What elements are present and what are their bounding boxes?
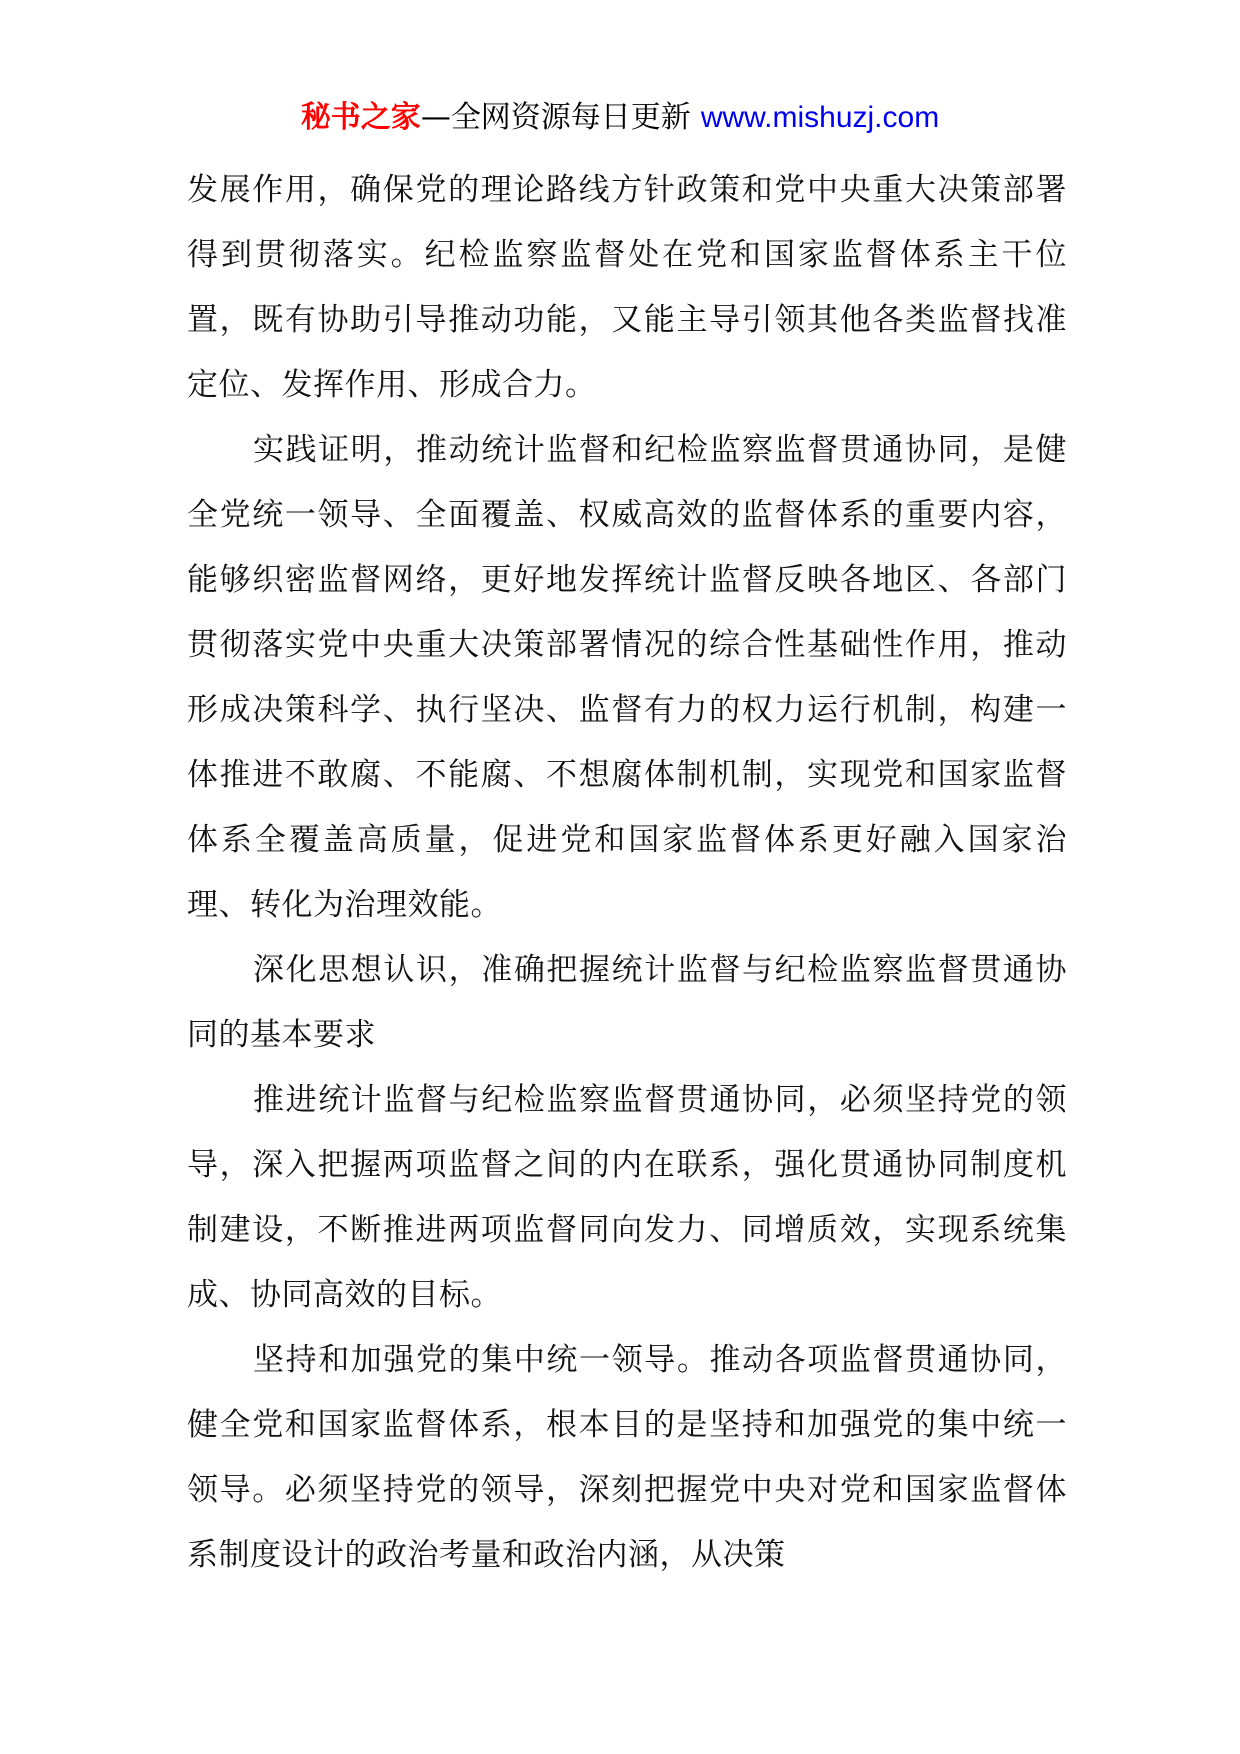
section-heading: 深化思想认识，准确把握统计监督与纪检监察监督贯通协同的基本要求 bbox=[187, 952, 1067, 1053]
paragraph: 坚持和加强党的集中统一领导。推动各项监督贯通协同，健全党和国家监督体系，根本目的是坚持和加强党的集中统一领导。必须坚持党的领导，深刻把握党中央对党和国家监督体系制度设计的政治考量和政治内涵，从决策 bbox=[187, 1342, 1067, 1573]
brand-name: 秘书之家 bbox=[300, 100, 421, 135]
paragraph: 推进统计监督与纪检监察监督贯通协同，必须坚持党的领导，深入把握两项监督之间的内在联系，强化贯通协同制度机制建设，不断推进两项监督同向发力、同增质效，实现系统集成、协同高效的目标。 bbox=[187, 1082, 1067, 1313]
header-tagline: —全网资源每日更新 bbox=[420, 100, 691, 135]
paragraph: 实践证明，推动统计监督和纪检监察监督贯通协同，是健全党统一领导、全面覆盖、权威高效的监督体系的重要内容，能够织密监督网络，更好地发挥统计监督反映各地区、各部门贯彻落实党中央重大决策部署情况的综合性基础性作用，推动形成决策科学、执行坚决、监督有力的权力运行机制，构建一体推进不敢腐、不能腐、不想腐体制机制，实现党和国家监督体系全覆盖高质量，促进党和国家监督体系更好融入国家治理、转化为治理效能。 bbox=[187, 432, 1067, 923]
document-body bbox=[187, 158, 1067, 1588]
page-header bbox=[0, 98, 1240, 138]
paragraph-continued: 发展作用，确保党的理论路线方针政策和党中央重大决策部署得到贯彻落实。纪检监察监督处在党和国家监督体系主干位置，既有协助引导推动功能，又能主导引领其他各类监督找准定位、发挥作用、形成合力。 bbox=[187, 172, 1067, 403]
site-link[interactable]: www.mishuzj.com bbox=[700, 101, 940, 134]
